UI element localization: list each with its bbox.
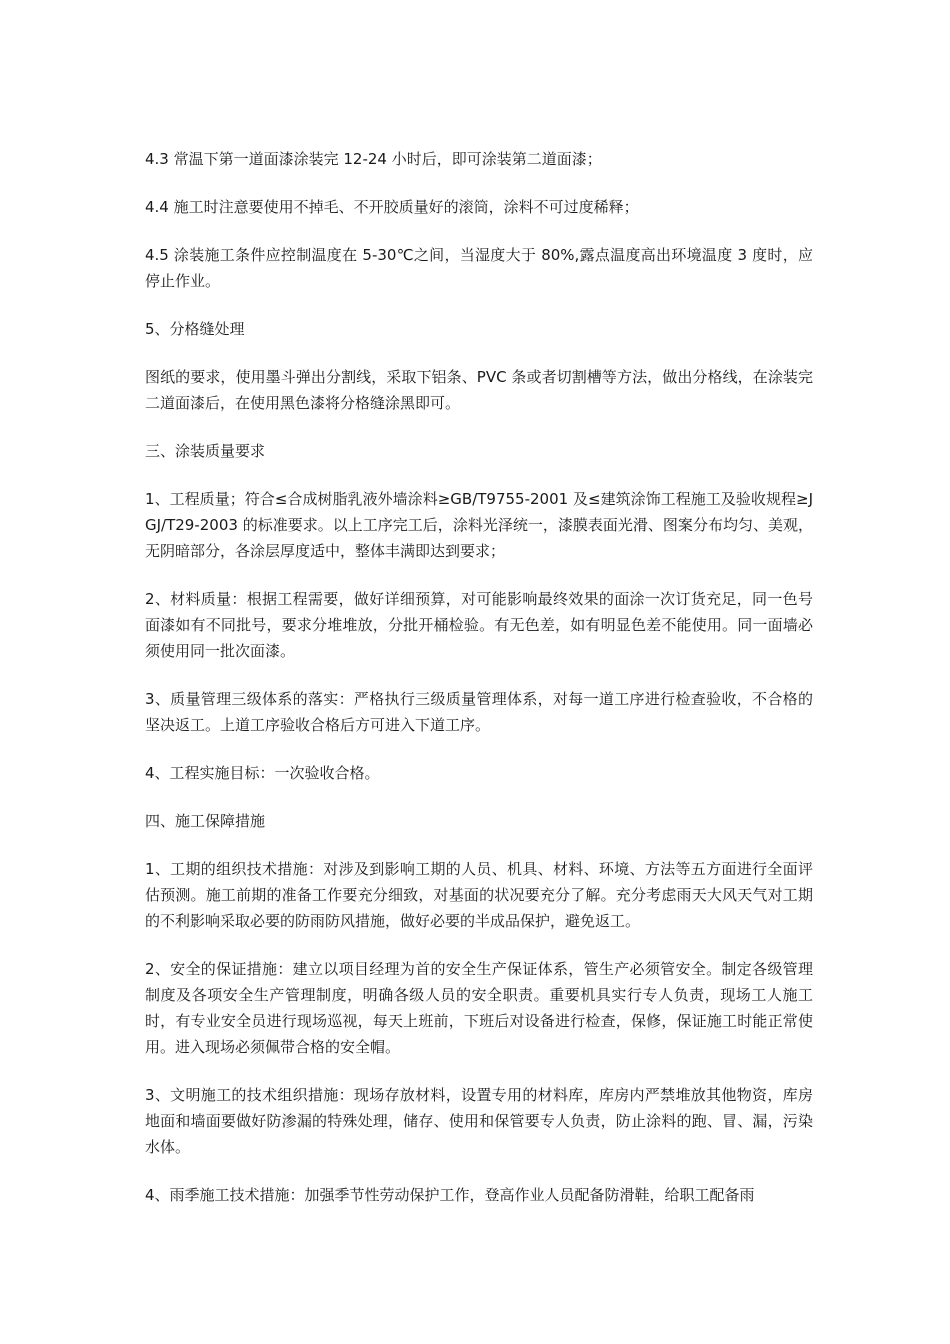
paragraph-measures-4: 4、雨季施工技术措施：加强季节性劳动保护工作，登高作业人员配备防滑鞋，给职工配备雨 — [145, 1186, 755, 1204]
paragraph-4-4: 4.4 施工时注意要使用不掉毛、不开胶质量好的滚筒，涂料不可过度稀释； — [145, 198, 639, 216]
document-body — [145, 146, 813, 1230]
paragraph-joint-treatment: 图纸的要求，使用墨斗弹出分割线，采取下铝条、PVC 条或者切割槽等方法，做出分格线，在涂装完二道面漆后，在使用黑色漆将分格缝涂黑即可。 — [145, 368, 813, 412]
section-heading-4: 四、施工保障措施 — [145, 812, 266, 830]
section-heading-5: 5、分格缝处理 — [145, 320, 245, 338]
paragraph-measures-2: 2、安全的保证措施：建立以项目经理为首的安全生产保证体系，管生产必须管安全。制定各级管理制度及各项安全生产管理制度，明确各级人员的安全职责。重要机具实行专人负责，现场工人施工时，有专业安全员进行现场巡视，每天上班前，下班后对设备进行检查，保修，保证施工时能正常使用。进入现场必须佩带合格的安全帽。 — [145, 960, 813, 1056]
section-heading-3: 三、涂装质量要求 — [145, 442, 266, 460]
paragraph-4-5: 4.5 涂装施工条件应控制温度在 5-30℃之间，当湿度大于 80%,露点温度高出环境温度 3 度时，应停止作业。 — [145, 246, 813, 290]
paragraph-quality-4: 4、工程实施目标：一次验收合格。 — [145, 764, 380, 782]
paragraph-4-3: 4.3 常温下第一道面漆涂装完 12-24 小时后，即可涂装第二道面漆； — [145, 150, 602, 168]
paragraph-measures-1: 1、工期的组织技术措施：对涉及到影响工期的人员、机具、材料、环境、方法等五方面进行全面评估预测。施工前期的准备工作要充分细致，对基面的状况要充分了解。充分考虑雨天大风天气对工期的不利影响采取必要的防雨防风措施，做好必要的半成品保护，避免返工。 — [145, 860, 813, 930]
paragraph-measures-3: 3、文明施工的技术组织措施：现场存放材料，设置专用的材料库，库房内严禁堆放其他物资，库房地面和墙面要做好防渗漏的特殊处理，储存、使用和保管要专人负责，防止涂料的跑、冒、漏，污染水体。 — [145, 1086, 813, 1156]
paragraph-quality-1: 1、工程质量；符合≤合成树脂乳液外墙涂料≥GB/T9755-2001 及≤建筑涂饰工程施工及验收规程≥JGJ/T29-2003 的标准要求。以上工序完工后，涂料光泽统一，漆膜表面光滑、图案分布均匀、美观，无阴暗部分，各涂层厚度适中，整体丰满即达到要求； — [145, 490, 813, 560]
paragraph-quality-3: 3、质量管理三级体系的落实：严格执行三级质量管理体系，对每一道工序进行检查验收，不合格的坚决返工。上道工序验收合格后方可进入下道工序。 — [145, 690, 813, 734]
paragraph-quality-2: 2、材料质量：根据工程需要，做好详细预算，对可能影响最终效果的面涂一次订货充足，同一色号面漆如有不同批号，要求分堆堆放，分批开桶检验。有无色差，如有明显色差不能使用。同一面墙必须使用同一批次面漆。 — [145, 590, 813, 660]
